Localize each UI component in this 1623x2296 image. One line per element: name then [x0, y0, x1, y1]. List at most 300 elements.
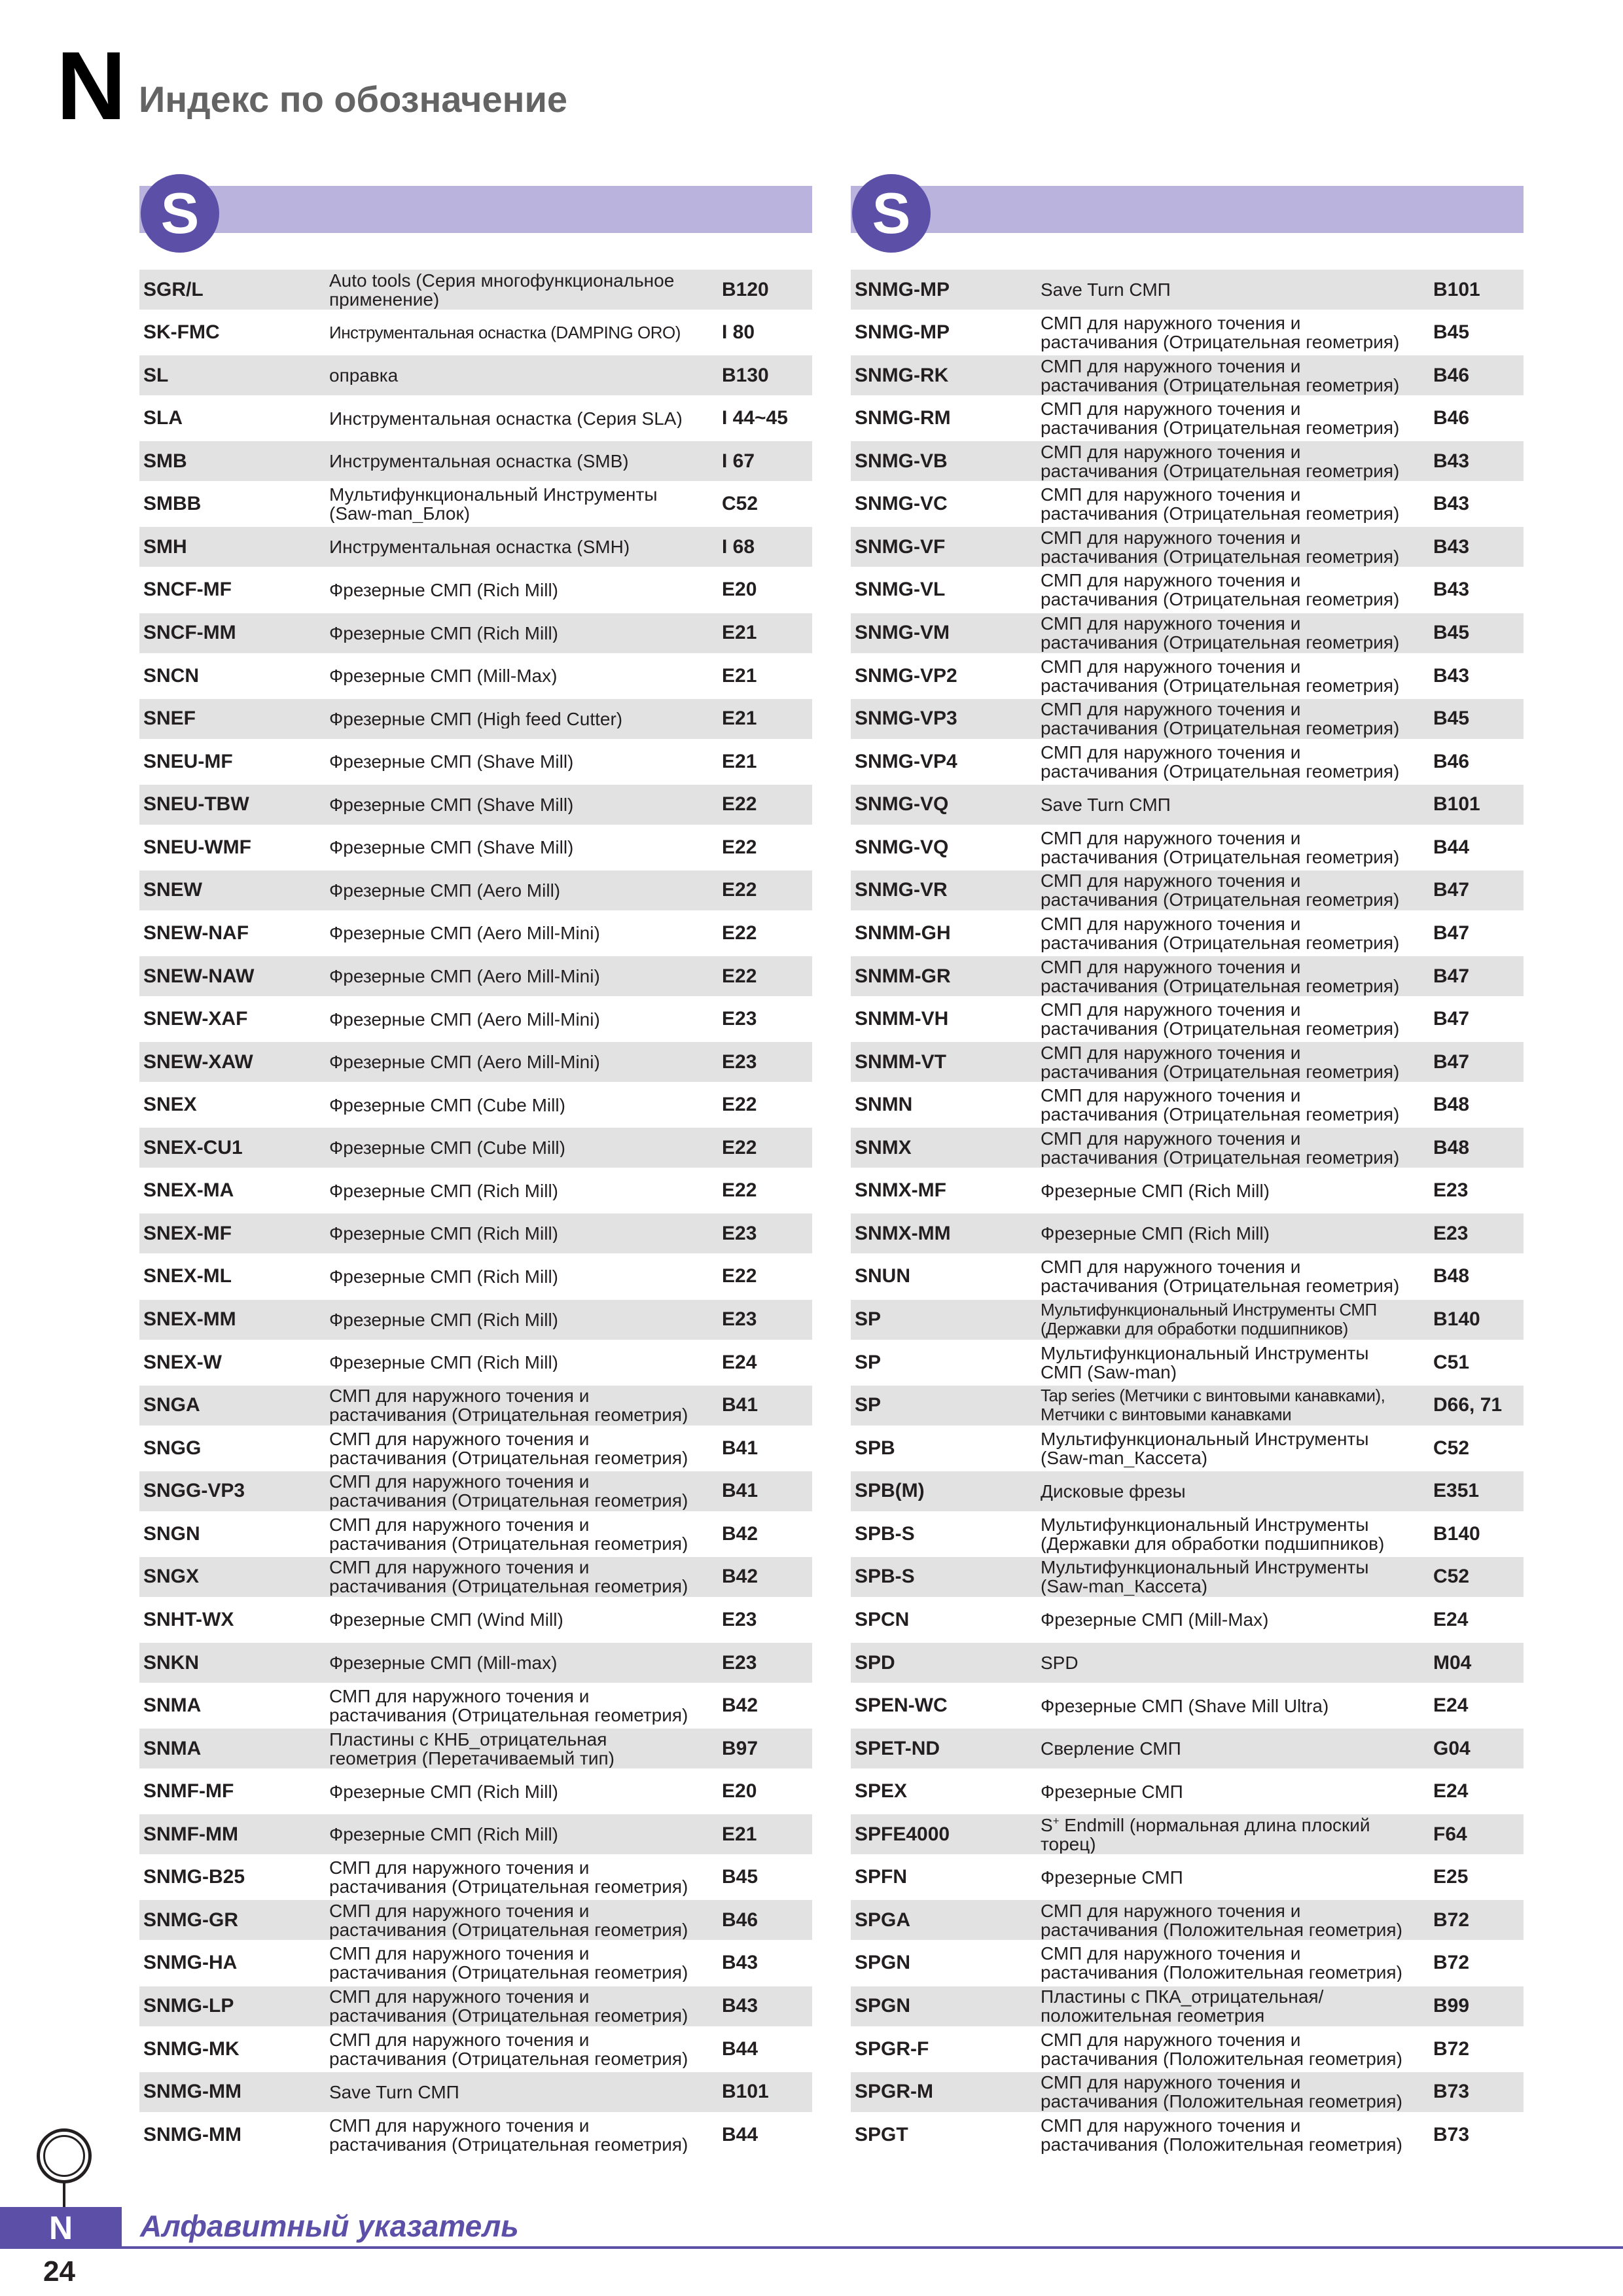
item-page-ref[interactable]: B46 [1433, 407, 1470, 429]
index-row [139, 1471, 812, 1511]
item-page-ref[interactable]: I 67 [722, 450, 755, 472]
item-code: SNEX-W [143, 1351, 222, 1373]
item-page-ref[interactable]: E23 [722, 1050, 757, 1073]
item-description: СМП для наружного точения и растачивания (Отрицательная геометрия) [1041, 957, 1400, 996]
index-row [139, 355, 812, 395]
item-page-ref[interactable]: B97 [722, 1737, 758, 1759]
index-row [139, 1171, 812, 1211]
index-row [139, 527, 812, 567]
item-page-ref[interactable]: B72 [1433, 1909, 1470, 1931]
item-page-ref[interactable]: B47 [1433, 1050, 1470, 1073]
item-page-ref[interactable]: B41 [722, 1437, 758, 1459]
index-row [139, 656, 812, 696]
item-page-ref[interactable]: E22 [722, 793, 757, 816]
item-description: СМП для наружного точения и растачивания (Отрицательная геометрия) [1041, 1000, 1400, 1039]
item-page-ref[interactable]: E23 [1433, 1179, 1469, 1202]
item-code: SNMG-LP [143, 1995, 234, 2017]
index-row [139, 785, 812, 825]
index-row [139, 2115, 812, 2155]
item-description: Фрезерные СМП (Mill-Max) [1041, 1610, 1269, 1630]
item-description: Фрезерные СМП (Rich Mill) [329, 1782, 558, 1801]
item-description: СМП для наружного точения и растачивания (Отрицательная геометрия) [329, 1429, 688, 1467]
item-page-ref[interactable]: B47 [1433, 1008, 1470, 1030]
index-row [139, 270, 812, 310]
index-row [851, 1042, 1524, 1082]
index-row [139, 1600, 812, 1640]
index-row [851, 1428, 1524, 1468]
item-description: Сверление СМП [1041, 1739, 1181, 1759]
index-row [851, 1128, 1524, 1168]
item-description: Фрезерные СМП (Rich Mill) [329, 1181, 558, 1200]
item-page-ref[interactable]: B73 [1433, 2081, 1470, 2103]
index-row [139, 1857, 812, 1897]
index-row [139, 399, 812, 439]
item-description: Фрезерные СМП (Mill-Max) [329, 666, 558, 686]
index-row [851, 742, 1524, 781]
item-page-ref[interactable]: B48 [1433, 1265, 1470, 1287]
item-description: SPD [1041, 1653, 1079, 1672]
item-code: SNMM-VH [855, 1008, 949, 1030]
index-row [139, 1729, 812, 1768]
item-page-ref[interactable]: E21 [722, 664, 757, 687]
item-page-ref[interactable]: E23 [722, 1008, 757, 1030]
item-description: СМП для наружного точения и растачивания (Отрицательная геометрия) [1041, 871, 1400, 910]
item-page-ref[interactable]: E21 [722, 750, 757, 772]
index-row [851, 1213, 1524, 1253]
item-page-ref[interactable]: I 80 [722, 321, 755, 344]
index-column-right [851, 178, 1524, 2154]
item-page-ref[interactable]: B48 [1433, 1136, 1470, 1158]
item-description: СМП для наружного точения и растачивания (Отрицательная геометрия) [1041, 1043, 1400, 1081]
index-row [851, 2029, 1524, 2069]
item-code: SNEU-TBW [143, 793, 249, 816]
item-description: СМП для наружного точения и растачивания (Отрицательная геометрия) [1041, 399, 1400, 438]
index-row [851, 313, 1524, 353]
index-column-left [139, 178, 812, 2154]
item-code: SP [855, 1308, 882, 1330]
item-code: SNCN [143, 664, 200, 687]
item-description: СМП для наружного точения и растачивания (Отрицательная геометрия) [329, 1558, 688, 1596]
item-page-ref[interactable]: M04 [1433, 1651, 1472, 1674]
index-row [139, 1042, 812, 1082]
index-row [139, 827, 812, 867]
item-code: SNCF-MM [143, 622, 236, 643]
index-row [851, 1643, 1524, 1683]
item-page-ref[interactable]: B43 [1433, 535, 1470, 558]
item-description: Фрезерные СМП (Rich Mill) [329, 1266, 558, 1286]
item-page-ref[interactable]: B46 [1433, 364, 1470, 386]
item-description: Пластины с ПКА_отрицательная/ положительная геометрия [1041, 1987, 1324, 2025]
item-page-ref[interactable]: B42 [722, 1566, 758, 1588]
item-description: Дисковые фрезы [1041, 1481, 1186, 1501]
index-row [139, 1900, 812, 1940]
item-code: SPGN [855, 1995, 911, 2017]
item-description: Фрезерные СМП (Wind Mill) [329, 1610, 563, 1630]
item-code: SNEX-MM [143, 1308, 236, 1330]
index-row [139, 1300, 812, 1340]
item-page-ref[interactable]: E21 [722, 708, 757, 730]
item-description: СМП для наружного точения и растачивания (Отрицательная геометрия) [1041, 314, 1400, 352]
item-page-ref[interactable]: E21 [722, 622, 757, 643]
item-page-ref[interactable]: B42 [722, 1522, 758, 1545]
item-page-ref[interactable]: E22 [722, 1136, 757, 1158]
item-page-ref[interactable]: B101 [1433, 278, 1480, 300]
index-row [139, 913, 812, 953]
section-tab[interactable]: N [0, 2207, 122, 2249]
item-page-ref[interactable]: E21 [722, 1823, 757, 1845]
item-page-ref[interactable]: E23 [722, 1222, 757, 1244]
item-page-ref[interactable]: F64 [1433, 1823, 1467, 1845]
index-rows [139, 270, 812, 2158]
item-code: SNEW-NAW [143, 965, 255, 987]
item-code: SNEX-CU1 [143, 1136, 243, 1158]
item-page-ref[interactable]: E22 [722, 922, 757, 944]
item-code: SNKN [143, 1651, 200, 1674]
item-page-ref[interactable]: B43 [722, 1952, 758, 1974]
index-row [139, 1085, 812, 1125]
item-page-ref[interactable]: E24 [1433, 1695, 1469, 1717]
item-page-ref[interactable]: B140 [1433, 1522, 1480, 1545]
item-page-ref[interactable]: B44 [722, 2037, 758, 2060]
item-code: SNMM-VT [855, 1050, 946, 1073]
index-row [139, 1514, 812, 1554]
item-code: SNMG-VP3 [855, 708, 957, 730]
item-description: СМП для наружного точения и растачивания (Отрицательная геометрия) [1041, 528, 1400, 566]
index-row [139, 1814, 812, 1854]
item-description: Фрезерные СМП (Shave Mill) [329, 752, 574, 772]
item-page-ref[interactable]: E24 [722, 1351, 757, 1373]
column-header [139, 178, 812, 267]
item-code: SNMG-MM [143, 2081, 241, 2103]
item-page-ref[interactable]: B99 [1433, 1995, 1470, 2017]
item-description: СМП для наружного точения и растачивания (Отрицательная геометрия) [1041, 614, 1400, 652]
index-row [139, 742, 812, 781]
item-code: SNCF-MF [143, 579, 232, 601]
item-description: Фрезерные СМП (Shave Mill Ultra) [1041, 1696, 1329, 1715]
item-description: Фрезерные СМП (Rich Mill) [1041, 1224, 1270, 1244]
item-description: Save Turn СМП [329, 2082, 459, 2102]
item-page-ref[interactable]: E23 [722, 1608, 757, 1630]
header-bar [851, 186, 1524, 233]
index-row [851, 1342, 1524, 1382]
item-code: SPEN-WC [855, 1695, 948, 1717]
index-row [139, 484, 812, 524]
index-row [139, 1557, 812, 1597]
index-row [851, 484, 1524, 524]
index-row [851, 999, 1524, 1039]
item-code: SNEU-MF [143, 750, 233, 772]
item-page-ref[interactable]: B47 [1433, 879, 1470, 901]
index-row [851, 2115, 1524, 2155]
index-row [851, 656, 1524, 696]
item-description: СМП для наружного точения и растачивания (Отрицательная геометрия) [329, 1987, 688, 2025]
item-code: SPB-S [855, 1566, 915, 1588]
item-description: Фрезерные СМП (Cube Mill) [329, 1138, 565, 1158]
index-row [851, 1900, 1524, 1940]
item-description: СМП для наружного точения и растачивания (Положительная геометрия) [1041, 1944, 1402, 1982]
item-page-ref[interactable]: B73 [1433, 2123, 1470, 2145]
item-description: Фрезерные СМП (Shave Mill) [329, 795, 574, 814]
item-page-ref[interactable]: B47 [1433, 965, 1470, 987]
index-row [139, 1772, 812, 1812]
item-code: SNEW [143, 879, 202, 901]
index-row [851, 956, 1524, 996]
index-row [139, 570, 812, 610]
item-code: SPB(M) [855, 1480, 925, 1502]
item-code: SNGG [143, 1437, 202, 1459]
index-row [139, 870, 812, 910]
item-code: SK-FMC [143, 321, 220, 344]
item-page-ref[interactable]: E351 [1433, 1480, 1480, 1502]
item-code: SL [143, 364, 169, 386]
item-code: SPET-ND [855, 1737, 940, 1759]
item-description: СМП для наружного точения и растачивания (Отрицательная геометрия) [329, 1386, 688, 1425]
index-row [139, 999, 812, 1039]
item-description: Save Turn СМП [1041, 280, 1171, 299]
item-page-ref[interactable]: B43 [1433, 579, 1470, 601]
index-row [139, 1257, 812, 1297]
item-description: СМП для наружного точения и растачивания (Отрицательная геометрия) [1041, 914, 1400, 952]
item-page-ref[interactable]: E22 [722, 1094, 757, 1116]
item-code: SNMM-GH [855, 922, 951, 944]
index-row [851, 913, 1524, 953]
item-description: Auto tools (Серия многофункциональное применение) [329, 270, 675, 309]
item-code: SNGG-VP3 [143, 1480, 245, 1502]
item-page-ref[interactable]: B43 [722, 1995, 758, 2017]
index-row [851, 1943, 1524, 1983]
item-code: SPB-S [855, 1522, 915, 1545]
item-code: SNEW-XAW [143, 1050, 253, 1073]
item-description: СМП для наружного точения и растачивания (Отрицательная геометрия) [1041, 828, 1400, 867]
item-page-ref[interactable]: B41 [722, 1394, 758, 1416]
item-page-ref[interactable]: E24 [1433, 1608, 1469, 1630]
item-page-ref[interactable]: B140 [1433, 1308, 1480, 1330]
item-page-ref[interactable]: E22 [722, 836, 757, 858]
item-page-ref[interactable]: E22 [722, 879, 757, 901]
item-code: SNGX [143, 1566, 200, 1588]
item-description: Мультифункциональный Инструменты (Saw-man_Блок) [329, 485, 658, 524]
item-code: SMH [143, 535, 187, 558]
item-description: Инструментальная оснастка (Серия SLA) [329, 408, 683, 428]
item-description: СМП для наружного точения и растачивания (Положительная геометрия) [1041, 2030, 1402, 2068]
item-code: SP [855, 1394, 882, 1416]
index-row [139, 441, 812, 481]
item-description: Фрезерные СМП (Aero Mill-Mini) [329, 967, 600, 986]
item-description: СМП для наружного точения и растачивания (Отрицательная геометрия) [1041, 442, 1400, 480]
item-page-ref[interactable]: D66, 71 [1433, 1394, 1503, 1416]
item-code: SNMG-B25 [143, 1866, 245, 1888]
item-description: S+ Endmill (нормальная длина плоский торец) [1041, 1815, 1370, 1854]
item-page-ref[interactable]: B72 [1433, 1952, 1470, 1974]
item-code: SNMG-VM [855, 622, 950, 643]
item-code: SNMG-VP2 [855, 664, 957, 687]
item-code: SPFE4000 [855, 1823, 950, 1845]
item-code: SNMG-VL [855, 579, 946, 601]
item-code: SNMA [143, 1695, 202, 1717]
item-page-ref[interactable]: B120 [722, 278, 769, 300]
item-page-ref[interactable]: B72 [1433, 2037, 1470, 2060]
item-page-ref[interactable]: C52 [1433, 1437, 1470, 1459]
item-page-ref[interactable]: B47 [1433, 922, 1470, 944]
item-page-ref[interactable]: B45 [1433, 321, 1470, 344]
item-description: СМП для наружного точения и растачивания (Отрицательная геометрия) [329, 1687, 688, 1725]
index-row [851, 1986, 1524, 2026]
item-description: Мультифункциональный Инструменты (Державки для обработки подшипников) [1041, 1515, 1385, 1553]
index-row [851, 1686, 1524, 1726]
index-row [139, 2029, 812, 2069]
item-code: SNMG-VF [855, 535, 946, 558]
index-row [139, 1686, 812, 1726]
item-description: Мультифункциональный Инструменты (Saw-man_Кассета) [1041, 1429, 1369, 1467]
item-description: Фрезерные СМП [1041, 1782, 1183, 1801]
item-code: SNMG-HA [143, 1952, 238, 1974]
item-code: SPGT [855, 2123, 908, 2145]
page-number: 24 [43, 2255, 75, 2287]
item-page-ref[interactable]: B48 [1433, 1094, 1470, 1116]
item-code: SNMX-MM [855, 1222, 951, 1244]
item-code: SPB [855, 1437, 895, 1459]
item-description: Фрезерные СМП (Aero Mill-Mini) [329, 924, 600, 943]
item-code: SNMN [855, 1094, 913, 1116]
item-page-ref[interactable]: E22 [722, 965, 757, 987]
item-code: SNMG-VR [855, 879, 948, 901]
index-row [851, 441, 1524, 481]
item-description: СМП для наружного точения и растачивания (Отрицательная геометрия) [1041, 656, 1400, 695]
item-code: SNMX-MF [855, 1179, 946, 1202]
index-row [851, 1085, 1524, 1125]
index-row [851, 1814, 1524, 1854]
item-code: SNMG-VP4 [855, 750, 957, 772]
page-title: Индекс по обозначение [139, 79, 568, 120]
item-page-ref[interactable]: B45 [722, 1866, 758, 1888]
index-row [139, 699, 812, 739]
item-page-ref[interactable]: B101 [1433, 793, 1480, 816]
item-description: Инструментальная оснастка (SMH) [329, 537, 630, 557]
item-description: Save Turn СМП [1041, 795, 1171, 814]
item-page-ref[interactable]: E25 [1433, 1866, 1469, 1888]
item-code: SNMG-GR [143, 1909, 238, 1931]
item-code: SNMG-RK [855, 364, 949, 386]
item-description: Пластины с КНБ_отрицательная геометрия (Перетачиваемый тип) [329, 1729, 615, 1768]
index-row [139, 613, 812, 653]
index-row [851, 1600, 1524, 1640]
item-page-ref[interactable]: C52 [1433, 1566, 1470, 1588]
item-page-ref[interactable]: E20 [722, 1780, 757, 1803]
item-description: Фрезерные СМП (Shave Mill) [329, 838, 574, 857]
item-description: СМП для наружного точения и растачивания (Отрицательная геометрия) [329, 2115, 688, 2154]
item-code: SNMG-VB [855, 450, 948, 472]
item-page-ref[interactable]: I 44~45 [722, 407, 788, 429]
item-code: SPGA [855, 1909, 911, 1931]
item-code: SNGN [143, 1522, 200, 1545]
item-page-ref[interactable]: B101 [722, 2081, 769, 2103]
item-code: SNEU-WMF [143, 836, 251, 858]
index-row [139, 1386, 812, 1426]
item-page-ref[interactable]: E23 [722, 1651, 757, 1674]
item-page-ref[interactable]: E23 [722, 1308, 757, 1330]
item-page-ref[interactable]: B43 [1433, 664, 1470, 687]
item-page-ref[interactable]: B43 [1433, 450, 1470, 472]
index-row [139, 1643, 812, 1683]
item-page-ref[interactable]: B44 [1433, 836, 1470, 858]
footer-label: Алфавитный указатель [140, 2209, 519, 2243]
index-rows [851, 270, 1524, 2158]
item-description: Фрезерные СМП (Cube Mill) [329, 1095, 565, 1115]
item-code: SNMG-MP [855, 278, 950, 300]
item-description: СМП для наружного точения и растачивания (Отрицательная геометрия) [329, 1901, 688, 1939]
item-description: Фрезерные СМП (Mill-max) [329, 1653, 558, 1672]
item-description: Фрезерные СМП (Aero Mill-Mini) [329, 1052, 600, 1072]
item-code: SNHT-WX [143, 1608, 234, 1630]
item-page-ref[interactable]: B43 [1433, 493, 1470, 515]
index-row [851, 613, 1524, 653]
item-page-ref[interactable]: B44 [722, 2123, 758, 2145]
item-description: Фрезерные СМП (Rich Mill) [329, 580, 558, 600]
item-page-ref[interactable]: B42 [722, 1695, 758, 1717]
item-code: SGR/L [143, 278, 204, 300]
index-row [851, 527, 1524, 567]
item-page-ref[interactable]: G04 [1433, 1737, 1471, 1759]
item-description: Мультифункциональный Инструменты (Saw-man_Кассета) [1041, 1558, 1369, 1596]
item-description: Фрезерные СМП (Aero Mill-Mini) [329, 1009, 600, 1029]
item-description: Фрезерные СМП [1041, 1867, 1183, 1887]
item-description: Фрезерные СМП (High feed Cutter) [329, 709, 623, 728]
item-page-ref[interactable]: E22 [722, 1179, 757, 1202]
item-code: SPFN [855, 1866, 908, 1888]
item-description: СМП для наружного точения и растачивания (Отрицательная геометрия) [1041, 485, 1400, 524]
item-page-ref[interactable]: B41 [722, 1480, 758, 1502]
item-page-ref[interactable]: E24 [1433, 1780, 1469, 1803]
item-page-ref[interactable]: C52 [722, 493, 758, 515]
item-code: SNEX-MF [143, 1222, 232, 1244]
item-description: СМП для наружного точения и растачивания (Отрицательная геометрия) [1041, 1257, 1400, 1296]
item-page-ref[interactable]: B45 [1433, 708, 1470, 730]
item-code: SNMA [143, 1737, 202, 1759]
item-page-ref[interactable]: B45 [1433, 622, 1470, 643]
item-description: СМП для наружного точения и растачивания (Отрицательная геометрия) [1041, 571, 1400, 609]
item-code: SNMG-RM [855, 407, 951, 429]
item-code: SNEX-ML [143, 1265, 232, 1287]
item-page-ref[interactable]: E20 [722, 579, 757, 601]
item-page-ref[interactable]: B46 [722, 1909, 758, 1931]
index-row [851, 1772, 1524, 1812]
item-page-ref[interactable]: B130 [722, 364, 769, 386]
index-row [851, 1257, 1524, 1297]
footer-rule [122, 2246, 1623, 2249]
index-row [851, 699, 1524, 739]
item-page-ref[interactable]: C51 [1433, 1351, 1470, 1373]
item-description: оправка [329, 366, 399, 386]
item-code: SP [855, 1351, 882, 1373]
item-code: SNEX [143, 1094, 197, 1116]
index-row [851, 1514, 1524, 1554]
item-description: Мультифункциональный Инструменты СМП (Державки для обработки подшипников) [1041, 1300, 1377, 1338]
item-description: Фрезерные СМП (Rich Mill) [1041, 1181, 1270, 1200]
item-page-ref[interactable]: E23 [1433, 1222, 1469, 1244]
item-page-ref[interactable]: I 68 [722, 535, 755, 558]
index-row [851, 1386, 1524, 1426]
item-page-ref[interactable]: E22 [722, 1265, 757, 1287]
item-code: SPGR-F [855, 2037, 929, 2060]
index-row [851, 399, 1524, 439]
index-row [139, 1342, 812, 1382]
index-row [851, 1729, 1524, 1768]
binder-ring-inner [43, 2135, 85, 2177]
item-page-ref[interactable]: B46 [1433, 750, 1470, 772]
item-description: СМП для наружного точения и растачивания (Отрицательная геометрия) [329, 2030, 688, 2068]
item-code: SNMF-MF [143, 1780, 234, 1803]
index-row [139, 2072, 812, 2112]
